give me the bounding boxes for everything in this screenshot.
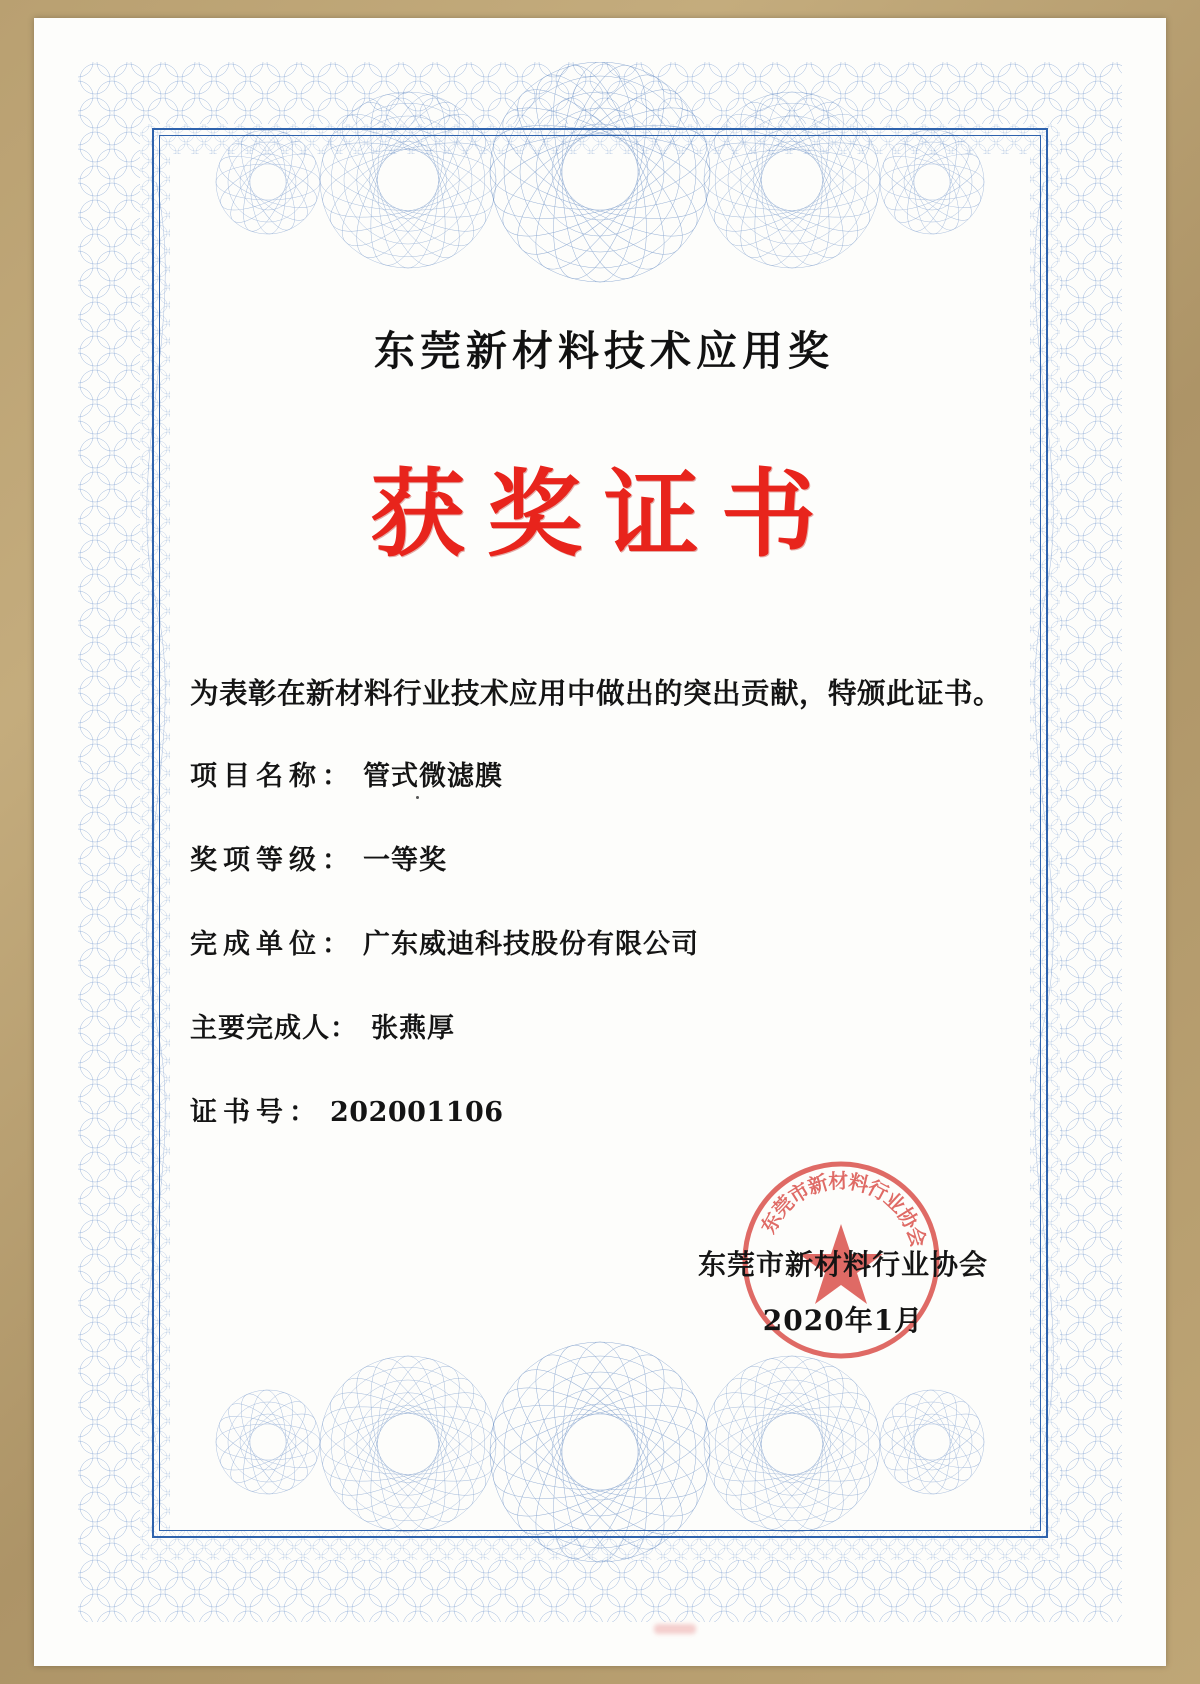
certificate-content <box>184 318 1024 1174</box>
field-value: 202001106 <box>330 1097 504 1128</box>
field-colon: ： <box>289 1097 316 1128</box>
certificate-paper <box>34 18 1166 1666</box>
field-project-name <box>184 754 1024 793</box>
issue-date: 2020年1月 <box>762 1304 924 1337</box>
certificate-title: 获奖证书 <box>369 459 838 570</box>
svg-text:协: 协 <box>892 1203 924 1233</box>
ink-dot-artifact <box>416 796 419 799</box>
field-label: 主要完成人 <box>190 1013 330 1044</box>
certificate-fields <box>184 754 1024 1129</box>
field-value: 一等奖 <box>363 845 447 876</box>
signature-block <box>698 1243 988 1339</box>
field-award-level <box>184 838 1024 877</box>
field-main-contributor <box>184 1006 1024 1045</box>
citation-statement: 为表彰在新材料行业技术应用中做出的突出贡献，特颁此证书。 <box>190 676 1003 710</box>
field-certificate-number <box>184 1090 1024 1129</box>
field-label: 奖项等级 <box>190 845 322 876</box>
field-value: 广东威迪科技股份有限公司 <box>363 929 699 960</box>
svg-text:业: 业 <box>879 1186 911 1218</box>
field-value: 张燕厚 <box>371 1013 455 1044</box>
field-value: 管式微滤膜 <box>363 761 503 792</box>
field-colon: ： <box>322 929 349 960</box>
award-name-heading: 东莞新材料技术应用奖 <box>374 327 834 375</box>
field-label: 项目名称 <box>190 761 322 792</box>
svg-text:东: 东 <box>755 1208 787 1238</box>
field-colon: ： <box>322 761 349 792</box>
field-company <box>184 922 1024 961</box>
svg-text:新: 新 <box>804 1170 831 1199</box>
field-label: 完成单位 <box>190 929 322 960</box>
svg-text:行: 行 <box>863 1174 893 1206</box>
svg-text:莞: 莞 <box>767 1190 799 1222</box>
svg-text:材: 材 <box>827 1168 849 1194</box>
issuing-organization: 东莞市新材料行业协会 <box>697 1248 988 1281</box>
field-label: 证书号 <box>190 1097 289 1128</box>
field-colon: ： <box>330 1013 357 1044</box>
field-colon: ： <box>322 845 349 876</box>
svg-text:市: 市 <box>784 1177 814 1209</box>
svg-text:料: 料 <box>846 1169 872 1197</box>
paper-artifact <box>654 1624 696 1634</box>
svg-text:会: 会 <box>902 1223 931 1250</box>
